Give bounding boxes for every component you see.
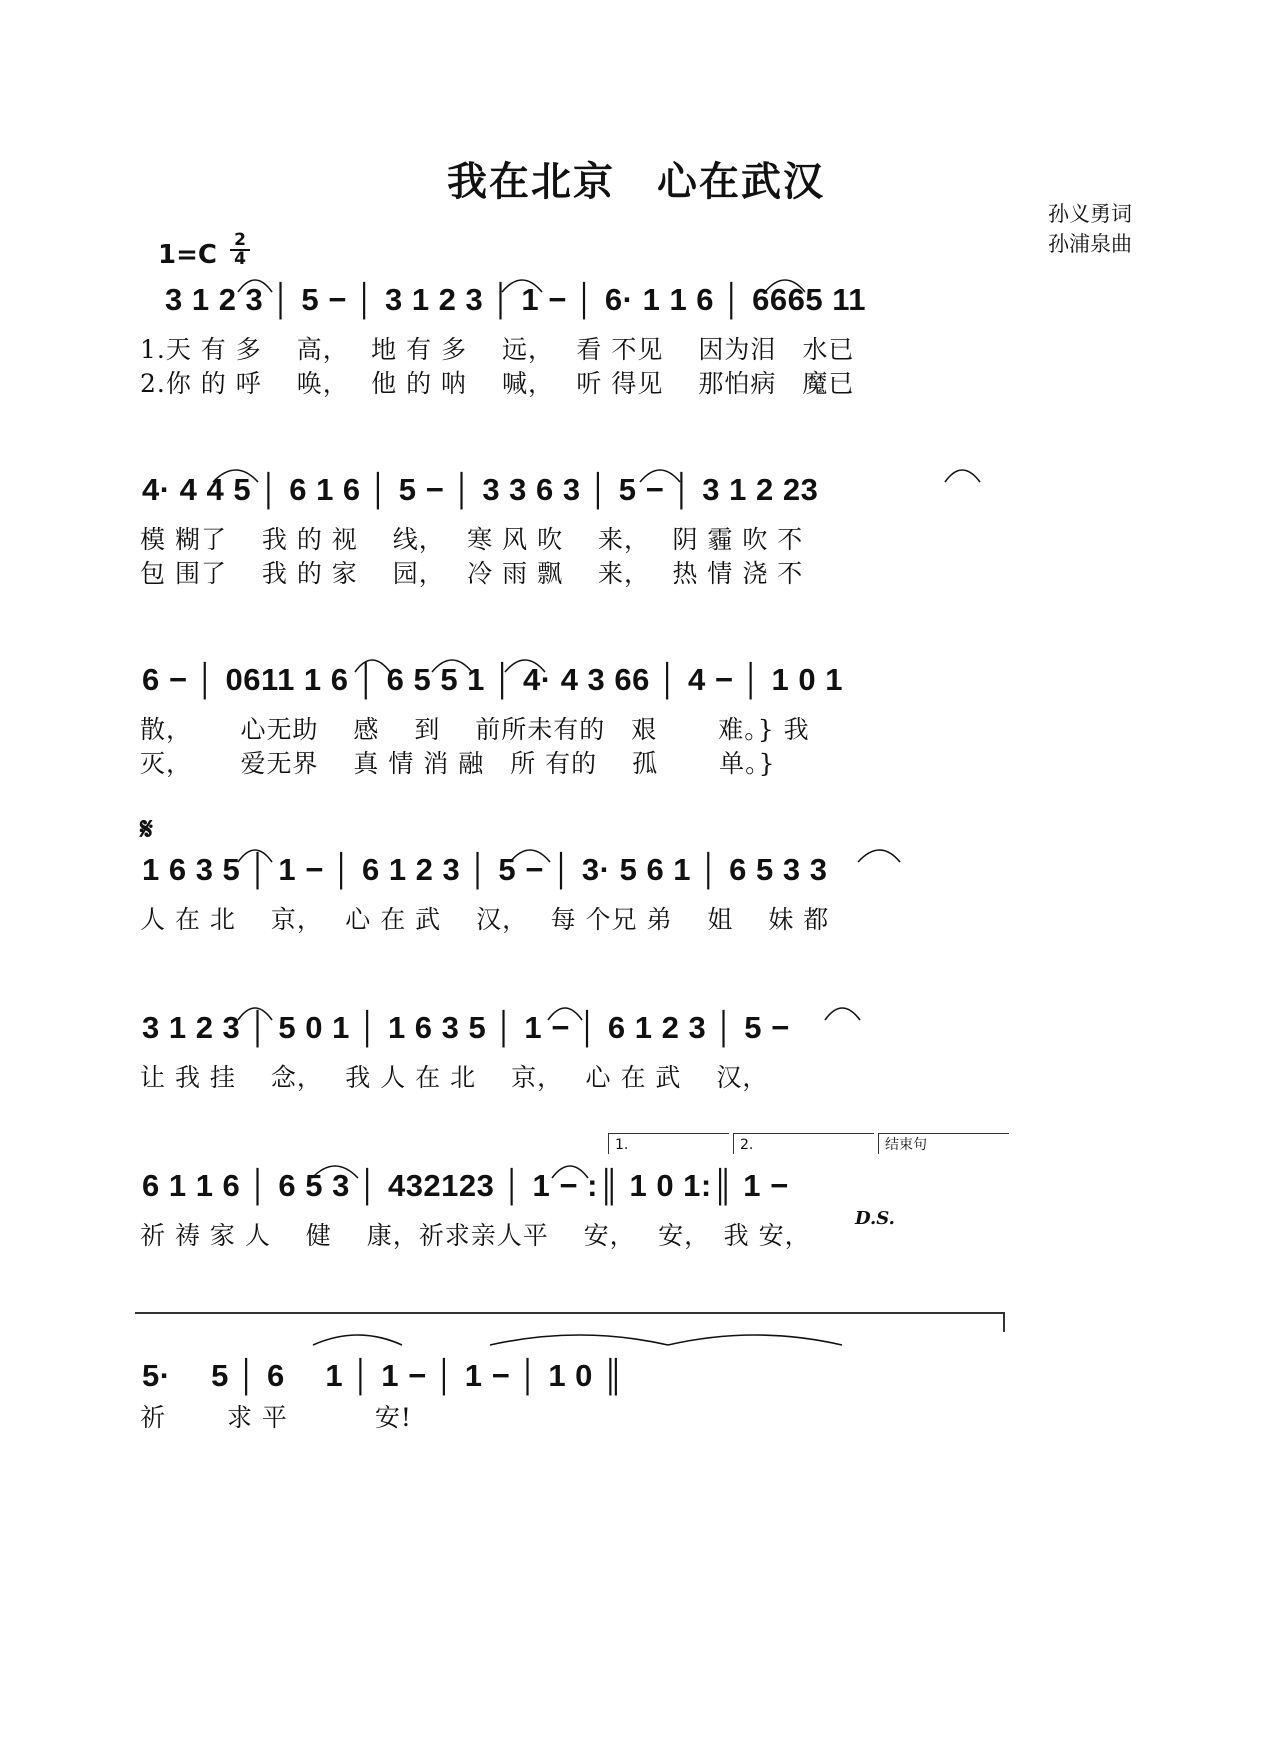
- notes-row-2: 4· 4 4 5 │ 6 1 6 │ 5 − │ 3 3 6 3 │ 5 − │ 3 1 2 23: [142, 472, 819, 507]
- lyrics-row-7: 祈 求 平 安!: [140, 1403, 412, 1432]
- ending-label: 结束句: [885, 1137, 927, 1153]
- notes-row-4: 1 6 3 5 │ 1 − │ 6 1 2 3 │ 5 − │ 3· 5 6 1 │ 6 5 3 3: [142, 852, 828, 887]
- time-signature-top: 2: [234, 230, 246, 250]
- lyrics-row-3-verse-1: 散， 心无助 感 到 前所未有的 艰 难。} 我: [140, 715, 810, 744]
- lyrics-row-3-verse-2: 灭， 爱无界 真 情 消 融 所 有的 孤 单。}: [140, 749, 776, 778]
- notes-row-7: 5· 5 │ 6 1 │ 1 − │ 1 − │ 1 0 ║: [142, 1358, 625, 1393]
- lyrics-row-4: 人 在 北 京， 心 在 武 汉， 每 个兄 弟 姐 妹 都: [140, 905, 830, 934]
- song-title: 我在北京 心在武汉: [447, 158, 825, 205]
- key-signature: 1=C: [158, 240, 217, 270]
- volta-first-label: 1.: [615, 1137, 629, 1153]
- lyricist-credit: 孙义勇词: [1048, 202, 1132, 226]
- lyrics-row-5: 让 我 挂 念， 我 人 在 北 京， 心 在 武 汉，: [140, 1063, 769, 1092]
- segno-sign: 𝄋: [140, 812, 153, 847]
- lyrics-row-1-verse-1: 1.天 有 多 高， 地 有 多 远， 看 不见 因为泪 水已: [140, 335, 855, 364]
- notes-row-3: 6 − │ 0611 1 6 │ 6 5 5 1 │ 4· 4 3 66 │ 4 − │ 1 0 1: [142, 662, 843, 697]
- volta-second-label: 2.: [740, 1137, 754, 1153]
- composer-credit: 孙浦泉曲: [1048, 232, 1132, 256]
- lyrics-row-6: 祈 祷 家 人 健 康，祈求亲人平 安， 安， 我 安，: [140, 1221, 811, 1250]
- lyrics-row-2-verse-1: 模 糊了 我 的 视 线， 寒 风 吹 来， 阴 霾 吹 不: [140, 525, 804, 554]
- notes-row-1: 3 1 2 3 │ 5 − │ 3 1 2 3 │ 1 − │ 6· 1 1 6 │ 6665 11: [165, 282, 866, 317]
- notes-row-5: 3 1 2 3 │ 5 0 1 │ 1 6 3 5 │ 1 − │ 6 1 2 3 │ 5 −: [142, 1010, 790, 1045]
- notes-row-6: 6 1 1 6 │ 6 5 3 │ 432123 │ 1 − :║ 1 0 1:║ 1 −: [142, 1168, 789, 1203]
- time-signature-bottom: 4: [230, 249, 250, 268]
- lyrics-row-1-verse-2: 2.你 的 呼 唤， 他 的 呐 喊， 听 得见 那怕病 魔已: [140, 369, 855, 398]
- ds-mark: D.S.: [855, 1208, 895, 1229]
- lyrics-row-2-verse-2: 包 围了 我 的 家 园， 冷 雨 飘 来， 热 情 浇 不: [140, 559, 804, 588]
